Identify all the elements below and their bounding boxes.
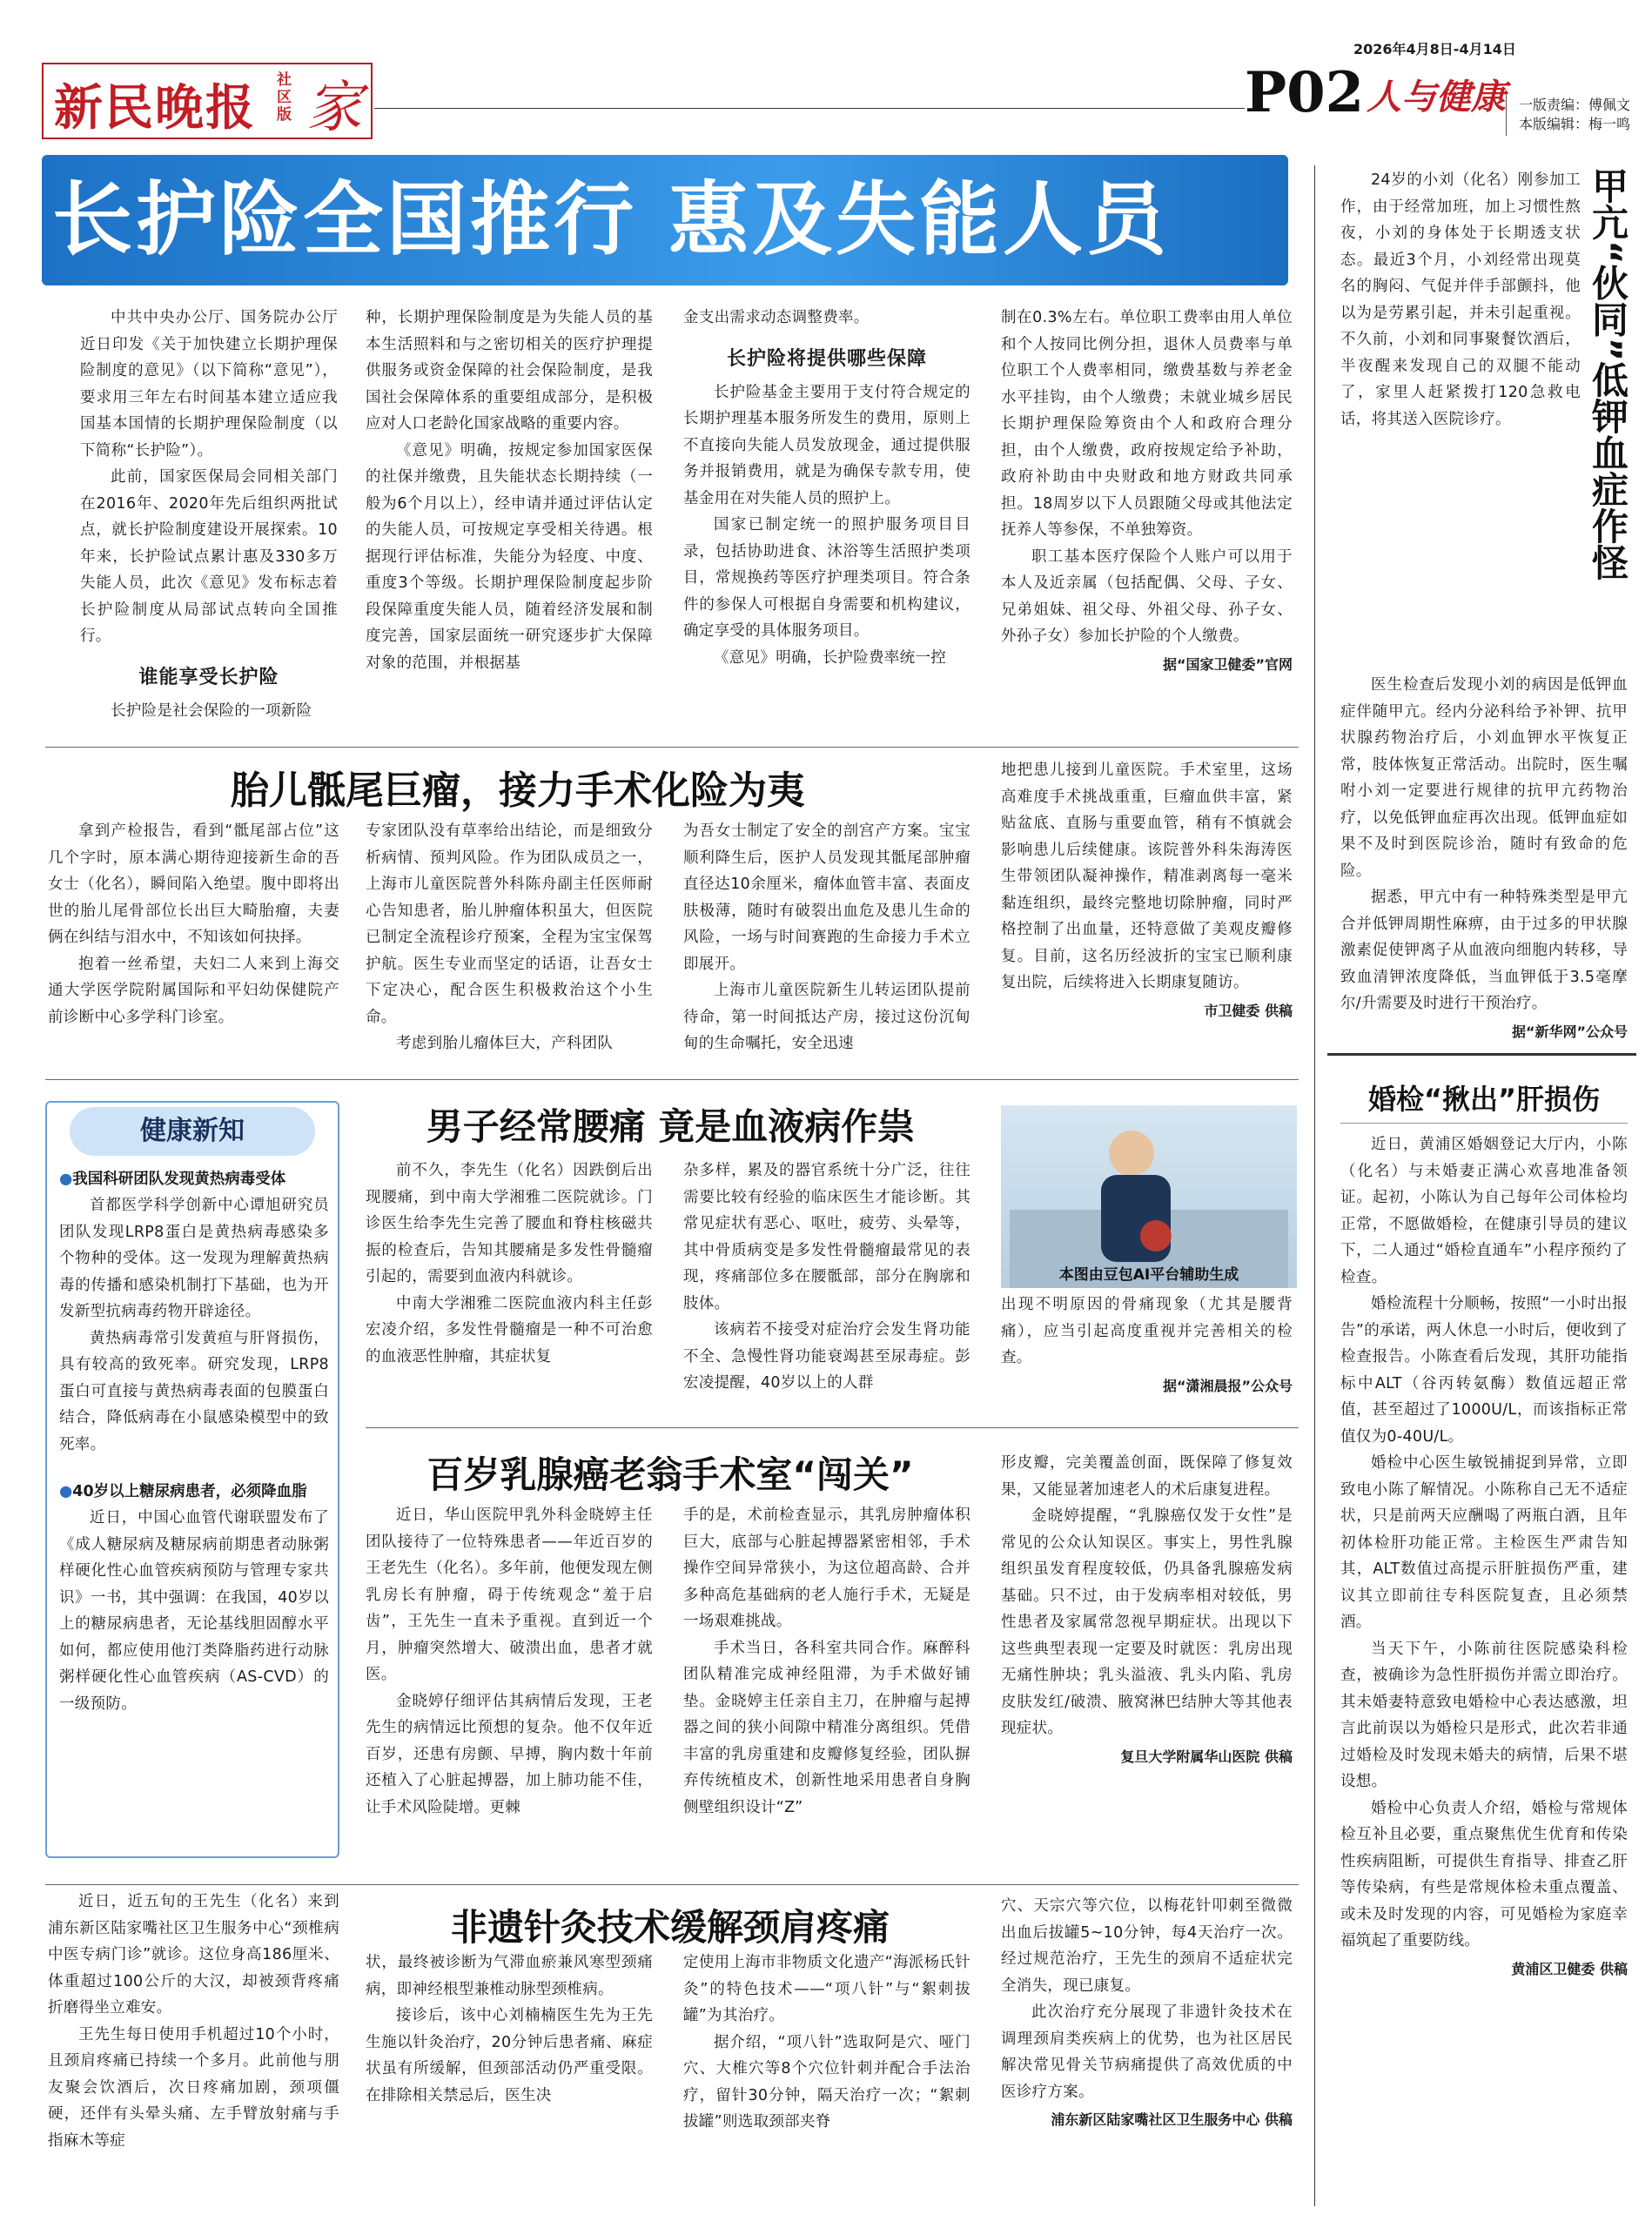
article2-col3 xyxy=(683,818,970,1057)
health-news-body xyxy=(59,1166,329,1717)
paragraph: 定使用上海市非物质文化遗产“海派杨氏针灸”的特色技术——“项八针”与“絮刺拔罐”为其治疗。 xyxy=(683,1954,970,2024)
paragraph: 状，最终被诊断为气滞血瘀兼风寒型颈痛病，即神经根型兼椎动脉型颈椎病。 xyxy=(366,1954,653,1998)
article2-col4 xyxy=(1001,757,1293,1020)
article1-col1 xyxy=(80,305,338,724)
paragraph: 种，长期护理保险制度是为失能人员的基本生活照料和与之密切相关的医疗护理提供服务或资金保障的社会保险制度，是我国社会保障体系的重要组成部分，是积极应对人口老龄化国家战略的重要内容。 xyxy=(366,309,653,433)
premarital-title: 婚检“揪出”肝损伤 xyxy=(1367,1083,1601,1116)
source-credit: 黄浦区卫健委 供稿 xyxy=(1511,1960,1628,1977)
illustration-back-pain xyxy=(1001,1105,1297,1288)
paragraph: 近日，中国心血管代谢联盟发布了《成人糖尿病及糖尿病前期患者动脉粥样硬化性心血管疾病预防与管理专家共识》一书，其中强调：在我国，40岁以上的糖尿病患者，无论基线胆固醇水平如何，都应使用他汀类降脂药进行动脉粥样硬化性心血管疾病（AS-CVD）的一级预防。 xyxy=(59,1509,329,1713)
paragraph: 婚检流程十分顺畅，按照“一小时出报告”的承诺，两人休息一小时后，便收到了检查报告。小陈查看后发现，其肝功能指标中ALT（谷丙转氨酶）数值远超正常值，甚至超过了1000U/L，而该指标正常值仅为0-40U/L。 xyxy=(1340,1295,1628,1446)
article3-col3 xyxy=(1001,1292,1293,1395)
article4-col2 xyxy=(683,1502,970,1821)
right-column-divider xyxy=(1314,165,1315,2206)
article2-title: 胎儿骶尾巨瘤，接力手术化险为夷 xyxy=(231,768,805,813)
subheading-who: 谁能享受长护险 xyxy=(138,666,279,688)
health-item-title: 40岁以上糖尿病患者，必须降血脂 xyxy=(72,1483,307,1500)
main-headline: 长护险全国推行 惠及失能人员 xyxy=(52,173,1171,266)
source-credit: 市卫健委 供稿 xyxy=(1204,1002,1293,1019)
masthead-divider xyxy=(1506,94,1507,136)
editor-1: 一版责编：傅佩文 xyxy=(1519,97,1631,113)
article4-col1 xyxy=(366,1502,653,1821)
article1-col4 xyxy=(1001,305,1293,674)
paragraph: 国家已制定统一的照护服务项目目录，包括协助进食、沐浴等生活照护类项目，常规换药等医疗护理类项目。符合条件的参保人可根据自身需要和机构建议，确定享受的具体服务项目。 xyxy=(683,516,970,640)
paragraph: 婚检中心医生敏锐捕捉到异常，立即致电小陈了解情况。小陈称自己无不适症状，只是前两天应酬喝了两瓶白酒，且年初体检肝功能正常。主检医生严肃告知其，ALT数值过高提示肝脏损伤严重，建议其立即前往专科医院复查，且必须禁酒。 xyxy=(1340,1454,1628,1631)
paragraph: 据介绍，“项八针”选取阿是穴、哑门穴、大椎穴等8个穴位针刺并配合手法治疗，留针30分钟，隔天治疗一次；“絮刺拔罐”则选取颈部夹脊 xyxy=(683,2033,970,2131)
article2-col1 xyxy=(48,818,339,1030)
subheading-what: 长护险将提供哪些保障 xyxy=(726,347,927,370)
health-news-title: 健康新知 xyxy=(70,1107,315,1156)
paragraph: 考虑到胎儿瘤体巨大，产科团队 xyxy=(396,1035,614,1052)
article3-title: 男子经常腰痛 竟是血液病作祟 xyxy=(426,1105,915,1148)
paragraph: 近日，近五旬的王先生（化名）来到浦东新区陆家嘴社区卫生服务中心“颈椎病中医专病门诊”就诊。这位身高186厘米、体重超过100公斤的大汉，却被颈背疼痛折磨得坐立难安。 xyxy=(48,1893,339,2017)
bullet-icon: ● xyxy=(59,1483,73,1500)
image-caption: 本图由豆包AI平台辅助生成 xyxy=(1058,1266,1239,1284)
paragraph: 为吾女士制定了安全的剖宫产方案。宝宝顺利降生后，医护人员发现其骶尾部肿瘤直径达10余厘米，瘤体血管丰富、表面皮肤极薄，随时有破裂出血危及患儿生命的风险，一场与时间赛跑的生命接力手术立即展开。 xyxy=(683,822,970,973)
premarital-body xyxy=(1340,1131,1628,1978)
article5-col1 xyxy=(48,1889,339,2154)
paragraph: 王先生每日使用手机超过10个小时，且颈肩疼痛已持续一个多月。此前他与朋友聚会饮酒后，次日疼痛加剧，颈项僵硬，还伴有头晕头痛、左手臂放射痛与手指麻木等症 xyxy=(48,2025,339,2150)
source-credit: 据“新华网”公众号 xyxy=(1511,1023,1628,1040)
paragraph: 金晓婷提醒，“乳腺癌仅发于女性”是常见的公众认知误区。事实上，男性乳腺组织虽发育程度较低，仍具备乳腺癌发病基础。只不过，由于发病率相对较低，男性患者及家属常忽视早期症状。出现以下这些典型表现一定要及时就医：乳房出现无痛性肿块；乳头溢液、乳头内陷、乳房皮肤发红/破溃、腋窝淋巴结肿大等其他表现症状。 xyxy=(1001,1507,1293,1737)
source-credit: 浦东新区陆家嘴社区卫生服务中心 供稿 xyxy=(1051,2111,1293,2128)
paragraph: 拿到产检报告，看到“骶尾部占位”这几个字时，原本满心期待迎接新生命的吾女士（化名），瞬间陷入绝望。腹中即将出世的胎儿尾骨部位长出巨大畸胎瘤，夫妻俩在纠结与泪水中，不知该如何抉择。 xyxy=(48,822,339,946)
paragraph: 该病若不接受对症治疗会发生肾功能不全、急慢性肾功能衰竭甚至尿毒症。彭宏凌提醒，40岁以上的人群 xyxy=(683,1321,970,1392)
premarital-rule xyxy=(1340,1123,1628,1124)
paragraph: 24岁的小刘（化名）刚参加工作，由于经常加班，加上习惯性熬夜，小刘的身体处于长期透支状态。最近3个月，小刘经常出现莫名的胸闷、气促并伴手部颤抖，他以为是劳累引起，并未引起重视。不久前，小刘和同事聚餐饮酒后，半夜醒来发现自己的双腿不能动了，家里人赶紧拨打120急救电话，将其送入医院诊疗。 xyxy=(1340,171,1581,428)
paragraph: 抱着一丝希望，夫妇二人来到上海交通大学医学院附属国际和平妇幼保健院产前诊断中心多学科门诊室。 xyxy=(48,955,339,1026)
article5-col4 xyxy=(1001,1893,1293,2129)
paragraph: 手的是，术前检查显示，其乳房肿瘤体积巨大，底部与心脏起搏器紧密相邻，手术操作空间异常狭小，为这位超高龄、合并多种高危基础病的老人施行手术，无疑是一场艰难挑战。 xyxy=(683,1507,970,1630)
paragraph: 据悉，甲亢中有一种特殊类型是甲亢合并低钾周期性麻痹，由于过多的甲状腺激素促使钾离子从血液向细胞内转移，导致血清钾浓度降低，当血钾低于3.5毫摩尔/升需要及时进行干预治疗。 xyxy=(1340,889,1628,1012)
paragraph: 中共中央办公厅、国务院办公厅近日印发《关于加快建立长期护理保险制度的意见》（以下简称“意见”），要求用三年左右时间基本建立适应我国基本国情的长期护理保险制度（以下简称“长护险”）。 xyxy=(80,309,338,460)
source-credit: 据“国家卫健委”官网 xyxy=(1162,655,1293,673)
editor-2: 本版编辑：梅一鸣 xyxy=(1519,116,1631,132)
section-rule xyxy=(45,1884,1299,1885)
source-credit: 复旦大学附属华山医院 供稿 xyxy=(1120,1748,1293,1765)
health-item-title: 我国科研团队发现黄热病毒受体 xyxy=(72,1171,286,1188)
article1-col3 xyxy=(683,305,970,671)
edition-label: 社区版 xyxy=(277,71,292,124)
paragraph: 形皮瓣，完美覆盖创面，既保障了修复效果，又能显著加速老人的术后康复进程。 xyxy=(1001,1454,1293,1499)
paragraph: 金支出需求动态调整费率。 xyxy=(683,309,870,326)
paragraph: 长护险是社会保险的一项新险 xyxy=(111,701,312,720)
paragraph: 近日，黄浦区婚姻登记大厅内，小陈（化名）与未婚妻正满心欢喜地准备领证。起初，小陈认为自己每年公司体检均正常，不愿做婚检，在健康引导员的建议下，二人通过“婚检直通车”小程序预约了检查。 xyxy=(1340,1136,1628,1286)
paragraph: 前不久，李先生（化名）因跌倒后出现腰痛，到中南大学湘雅二医院就诊。门诊医生给李先生完善了腰血和脊柱核磁共振的检查后，告知其腰痛是多发性骨髓瘤引起的，需要到血液内科就诊。 xyxy=(366,1162,653,1285)
paragraph: 首都医学科学创新中心谭旭研究员团队发现LRP8蛋白是黄热病毒感染多个物种的受体。这一发现为理解黄热病毒的传播和感染机制打下基础，也为开发新型抗病毒药物开辟途径。 xyxy=(59,1197,329,1320)
paragraph: 此次治疗充分展现了非遗针灸技术在调理颈肩类疾病上的优势，也为社区居民解决常见骨关节病痛提供了高效优质的中医诊疗方案。 xyxy=(1001,2003,1293,2101)
paragraph: 近日，华山医院甲乳外科金晓婷主任团队接待了一位特殊患者——年近百岁的王老先生（化名）。多年前，他便发现左侧乳房长有肿瘤，碍于传统观念“羞于启齿”，王先生一直未予重视。直到近一个月，肿瘤突然增大、破溃出血，患者才就医。 xyxy=(366,1507,653,1683)
jia-logo: 家 xyxy=(306,76,362,140)
sidebar-hyperthyroid xyxy=(1340,167,1581,433)
article5-col3 xyxy=(683,1950,970,2136)
sidebar-rule xyxy=(1327,1053,1636,1056)
paragraph: 黄热病毒常引发黄疸与肝肾损伤，具有较高的致死率。研究发现，LRP8蛋白可直接与黄热病毒表面的包膜蛋白结合，降低病毒在小鼠感染模型中的致死率。 xyxy=(59,1329,329,1453)
masthead-rule xyxy=(374,108,1245,109)
article4-col3 xyxy=(1001,1450,1293,1766)
article5-title: 非遗针灸技术缓解颈肩疼痛 xyxy=(450,1906,890,1949)
paragraph: 制在0.3%左右。单位职工费率由用人单位和个人按同比例分担，退休人员费率与单位职工个人费率相同，缴费基数与养老金水平挂钩，由个人缴费；未就业城乡居民长期护理保险筹资由个人和政府合理分担，由个人缴费，政府按规定给予补助，政府补助由中央财政和地方财政共同承担。18周岁以下人员跟随父母或其他法定抚养人等参保，不单独筹资。 xyxy=(1001,309,1293,539)
sidebar-title: 甲亢“伙同”低钾血症作怪 xyxy=(1587,167,1629,581)
paragraph: 专家团队没有草率给出结论，而是细致分析病情、预判风险。作为团队成员之一，上海市儿童医院普外科陈舟副主任医师耐心告知患者，胎儿肿瘤体积虽大，但医院已制定全流程诊疗预案，全程为宝宝保驾护航。医生专业而坚定的话语，让吾女士下定决心，配合医生积极救治这个小生命。 xyxy=(366,822,653,1026)
paragraph: 上海市儿童医院新生儿转运团队提前待命，第一时间抵达产房，接过这份沉甸甸的生命嘱托，安全迅速 xyxy=(683,982,970,1052)
article3-col2 xyxy=(683,1158,970,1397)
section-name: 人与健康 xyxy=(1367,77,1506,117)
paragraph: 金晓婷仔细评估其病情后发现，王老先生的病情远比预想的复杂。他不仅年近百岁，还患有房颤、早搏，胸内数十年前还植入了心脏起搏器，加上肺功能不佳，让手术风险陡增。更棘 xyxy=(366,1692,653,1816)
section-rule xyxy=(366,1427,1299,1428)
paragraph: 地把患儿接到儿童医院。手术室里，这场高难度手术挑战重重，巨瘤血供丰富，紧贴盆底、直肠与重要血管，稍有不慎就会影响患儿后续健康。该院普外科朱海涛医生带领团队凝神操作，精准剥离每一毫米黏连组织，最终完整地切除肿瘤，同时严格控制了出血量，还特意做了美观皮瓣修复。目前，这名历经波折的宝宝已顺利康复出院，后续将进入长期康复随访。 xyxy=(1001,762,1293,991)
article1-col2 xyxy=(366,305,653,676)
paragraph: 中南大学湘雅二医院血液内科主任彭宏凌介绍，多发性骨髓瘤是一种不可治愈的血液恶性肿瘤，其症状复 xyxy=(366,1294,653,1366)
paragraph: 《意见》明确，长护险费率统一控 xyxy=(714,648,946,667)
page-number: P02 xyxy=(1245,60,1365,125)
article4-title: 百岁乳腺癌老翁手术室“闯关” xyxy=(426,1453,914,1496)
paragraph: 穴、天宗穴等穴位，以梅花针叩刺至微微出血后拔罐5~10分钟，每4天治疗一次。经过规范治疗，王先生的颈肩不适症状完全消失，现已康复。 xyxy=(1001,1897,1293,1995)
paragraph: 职工基本医疗保险个人账户可以用于本人及近亲属（包括配偶、父母、子女、兄弟姐妹、祖父母、外祖父母、孙子女、外孙子女）参加长护险的个人缴费。 xyxy=(1001,547,1293,645)
bullet-icon: ● xyxy=(59,1171,73,1188)
paragraph: 手术当日，各科室共同合作。麻醉科团队精准完成神经阻滞，为手术做好铺垫。金晓婷主任亲自主刀，在肿瘤与起搏器之间的狭小间隙中精准分离组织。凭借丰富的乳房重建和皮瓣修复经验，团队摒弃传统植皮术，创新性地采用患者自身胸侧壁组织设计“Z” xyxy=(683,1639,970,1816)
section-rule xyxy=(45,747,1299,748)
paper-name: 新民晚报 xyxy=(54,79,256,137)
paragraph: 出现不明原因的骨痛现象（尤其是腰背痛），应当引起高度重视并完善相关的检查。 xyxy=(1001,1296,1293,1366)
section-rule xyxy=(45,1079,1299,1080)
article5-col2 xyxy=(366,1950,653,2109)
paragraph: 婚检中心负责人介绍，婚检与常规体检互补且必要，重点聚焦优生优育和传染性疾病阻断，可提供生育指导、排查乙肝等传染病，有些是常规体检未重点覆盖、或未及时发现的内容，可见婚检为家庭幸福筑起了重要防线。 xyxy=(1340,1799,1628,1950)
man-back-pain-icon xyxy=(1001,1105,1297,1288)
issue-date: 2026年4月8日-4月14日 xyxy=(1353,41,1516,57)
paragraph: 杂多样，累及的器官系统十分广泛，往往需要比较有经验的临床医生才能诊断。其常见症状有恶心、呕吐，疲劳、头晕等，其中骨质病变是多发性骨髓瘤最常见的表现，疼痛部位多在腰骶部，部分在胸廓和肢体。 xyxy=(683,1162,970,1312)
sidebar-hyperthyroid-cont xyxy=(1340,672,1628,1041)
paragraph: 长护险基金主要用于支付符合规定的长期护理基本服务所发生的费用，原则上不直接向失能人员发放现金，通过提供服务并报销费用，就是为确保专款专用，使基金用在对失能人员的照护上。 xyxy=(683,383,970,507)
paragraph: 接诊后，该中心刘楠楠医生先为王先生施以针灸治疗，20分钟后患者痛、麻症状虽有所缓解，但颈部活动仍严重受限。在排除相关禁忌后，医生决 xyxy=(366,2007,653,2104)
paragraph: 此前，国家医保局会同相关部门在2016年、2020年先后组织两批试点，就长护险制度建设开展探索。10年来，长护险试点累计惠及330多万失能人员，此次《意见》发布标志着长护险制度从局部试点转向全国推行。 xyxy=(80,468,338,645)
paragraph: 医生检查后发现小刘的病因是低钾血症伴随甲亢。经内分泌科给予补钾、抗甲状腺药物治疗后，小刘血钾水平恢复正常，肢体恢复正常活动。出院时，医生嘱咐小刘一定要进行规律的抗甲亢药物治疗，以免低钾血症再次出现。低钾血症如果不及时到医院诊治，随时有致命的危险。 xyxy=(1340,676,1628,880)
source-credit: 据“潇湘晨报”公众号 xyxy=(1162,1377,1293,1394)
article2-col2 xyxy=(366,818,653,1057)
article3-col1 xyxy=(366,1158,653,1370)
paragraph: 当天下午，小陈前往医院感染科检查，被确诊为急性肝损伤并需立即治疗。其未婚妻特意致电婚检中心表达感激，坦言此前误以为婚检只是形式，此次若非通过婚检及时发现未婚夫的病情，后果不堪设想。 xyxy=(1340,1640,1628,1790)
paragraph: 《意见》明确，按规定参加国家医保的社保并缴费，且失能状态长期持续（一般为6个月以上），经申请并通过评估认定的失能人员，可按规定享受相关待遇。根据现行评估标准，失能分为轻度、中度、重度3个等级。长期护理保险制度起步阶段保障重度失能人员，随着经济发展和制度完善，国家层面统一研究逐步扩大保障对象的范围，并根据基 xyxy=(366,441,653,672)
